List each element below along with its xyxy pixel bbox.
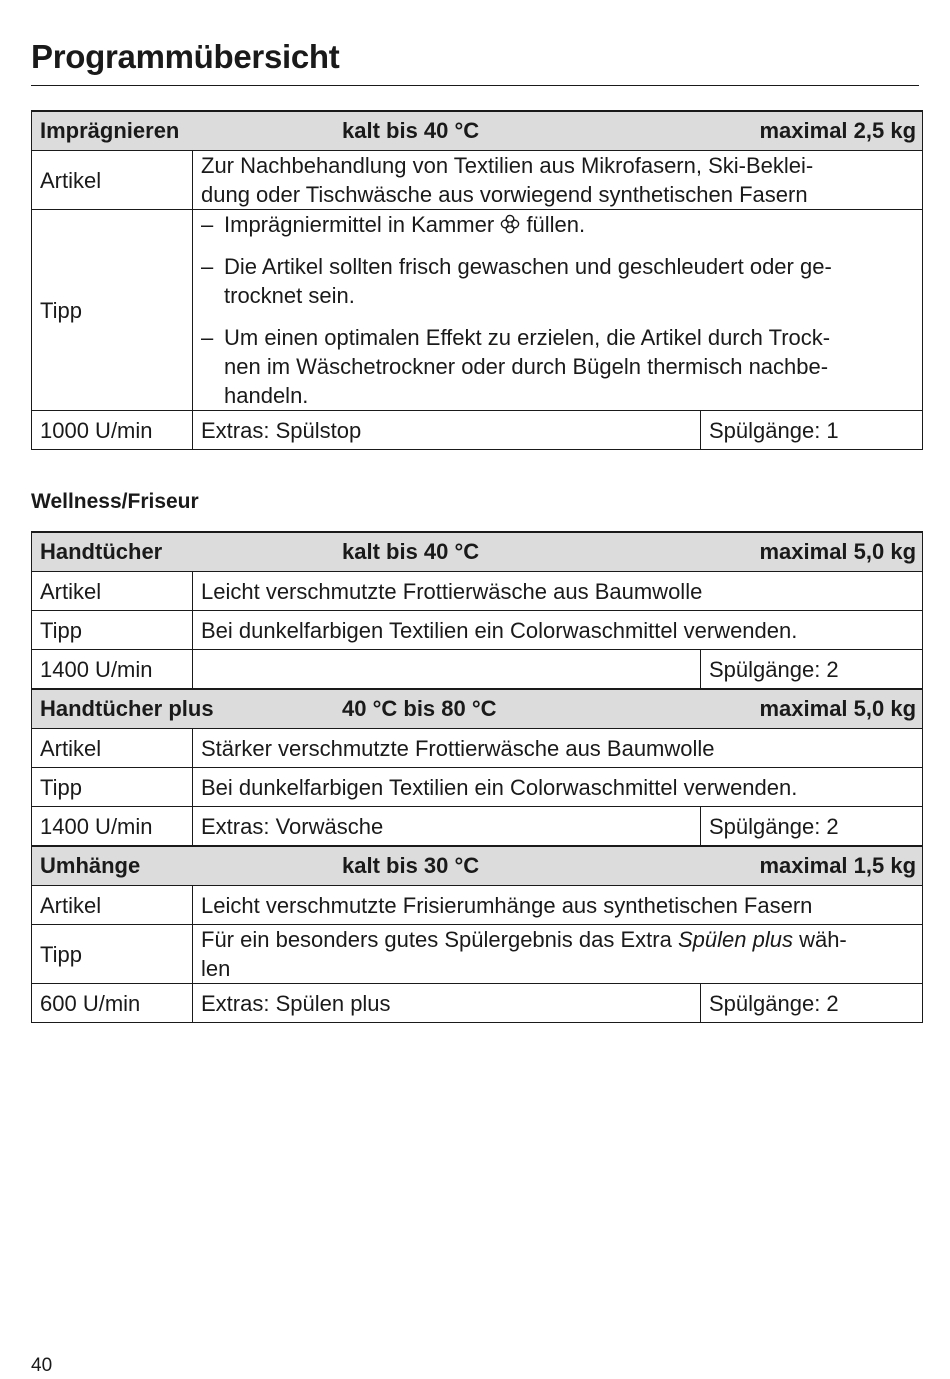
- settings-row: [32, 411, 923, 450]
- artikel-label: Artikel: [32, 572, 193, 611]
- tipp-line: [201, 925, 914, 954]
- tipp-line: – Um einen optimalen Effekt zu erzielen, die Artikel durch Trock-: [224, 325, 831, 350]
- program-name: Imprägnieren: [40, 118, 180, 143]
- tipp-text-part: Imprägniermittel in Kammer: [224, 212, 495, 237]
- tipp-line: len: [201, 956, 231, 981]
- artikel-line: dung oder Tischwäsche aus vorwiegend synthetischen Fasern: [201, 182, 808, 207]
- artikel-label: Artikel: [32, 151, 193, 210]
- tipp-item: [201, 323, 914, 410]
- tipp-text-part: füllen.: [526, 212, 586, 237]
- spin-speed: 600 U/min: [32, 984, 193, 1023]
- tipp-line: nen im Wäschetrockner oder durch Bügeln thermisch nachbe-: [224, 354, 829, 379]
- program-table-impraegnieren: [31, 110, 923, 450]
- program-max-load: maximal 5,0 kg: [759, 696, 917, 721]
- settings-row: [32, 650, 923, 690]
- program-max-load: maximal 2,5 kg: [759, 118, 917, 143]
- spin-speed: 1000 U/min: [32, 411, 193, 450]
- tipp-text-part: wäh-: [799, 927, 847, 952]
- tipp-text: [193, 210, 923, 411]
- tipp-text: [193, 925, 923, 984]
- flower-icon: [500, 210, 520, 239]
- extras: Extras: Spülstop: [193, 411, 701, 450]
- rinse-count: Spülgänge: 1: [701, 411, 923, 450]
- tipp-text: Bei dunkelfarbigen Textilien ein Colorwaschmittel verwenden.: [193, 768, 923, 807]
- extras: [193, 650, 701, 690]
- tipp-item: [201, 252, 914, 310]
- rinse-count: Spülgänge: 2: [701, 984, 923, 1023]
- tipp-line: trocknet sein.: [224, 283, 355, 308]
- tipp-row: [32, 925, 923, 984]
- spin-speed: 1400 U/min: [32, 650, 193, 690]
- artikel-text: Stärker verschmutzte Frottierwäsche aus Baumwolle: [193, 729, 923, 768]
- artikel-row: [32, 151, 923, 210]
- settings-row: [32, 807, 923, 847]
- artikel-label: Artikel: [32, 886, 193, 925]
- artikel-row: [32, 572, 923, 611]
- extras: Extras: Spülen plus: [193, 984, 701, 1023]
- rinse-count: Spülgänge: 2: [701, 650, 923, 690]
- page-number: 40: [31, 1355, 53, 1376]
- program-header: [32, 111, 923, 151]
- artikel-row: [32, 886, 923, 925]
- program-table-wellness: [31, 531, 923, 1023]
- program-header: [32, 846, 923, 886]
- program-temperature: 40 °C bis 80 °C: [342, 696, 497, 721]
- tipp-label: Tipp: [32, 925, 193, 984]
- tipp-row: [32, 210, 923, 411]
- program-name: Umhänge: [40, 853, 141, 878]
- artikel-text: Leicht verschmutzte Frottierwäsche aus Baumwolle: [193, 572, 923, 611]
- program-temperature: kalt bis 40 °C: [342, 539, 480, 564]
- artikel-label: Artikel: [32, 729, 193, 768]
- program-max-load: maximal 5,0 kg: [759, 539, 917, 564]
- tipp-row: [32, 768, 923, 807]
- tipp-text: Bei dunkelfarbigen Textilien ein Colorwaschmittel verwenden.: [193, 611, 923, 650]
- program-name: Handtücher: [40, 539, 163, 564]
- settings-row: [32, 984, 923, 1023]
- tipp-row: [32, 611, 923, 650]
- tipp-label: Tipp: [32, 611, 193, 650]
- tipp-text-part: Für ein besonders gutes Spülergebnis das Extra: [201, 927, 672, 952]
- section-heading: Wellness/Friseur: [31, 490, 199, 513]
- tipp-item: [201, 210, 914, 239]
- tipp-extra-name: Spülen plus: [677, 927, 793, 952]
- extras: Extras: Vorwäsche: [193, 807, 701, 847]
- program-temperature: kalt bis 40 °C: [342, 118, 480, 143]
- program-header: [32, 532, 923, 572]
- tipp-label: Tipp: [32, 768, 193, 807]
- program-temperature: kalt bis 30 °C: [342, 853, 480, 878]
- artikel-text: [193, 151, 923, 210]
- rinse-count: Spülgänge: 2: [701, 807, 923, 847]
- tipp-list: [201, 210, 914, 410]
- artikel-row: [32, 729, 923, 768]
- page-title: Programmübersicht: [31, 38, 340, 75]
- spin-speed: 1400 U/min: [32, 807, 193, 847]
- title-divider: [31, 85, 919, 86]
- artikel-line: Zur Nachbehandlung von Textilien aus Mikrofasern, Ski-Beklei-: [201, 153, 814, 178]
- tipp-line: handeln.: [224, 383, 309, 408]
- artikel-text: Leicht verschmutzte Frisierumhänge aus synthetischen Fasern: [193, 886, 923, 925]
- program-max-load: maximal 1,5 kg: [759, 853, 917, 878]
- program-header: [32, 689, 923, 729]
- program-name: Handtücher plus: [40, 696, 214, 721]
- tipp-label: Tipp: [32, 210, 193, 411]
- tipp-line: – Die Artikel sollten frisch gewaschen und geschleudert oder ge-: [224, 254, 832, 279]
